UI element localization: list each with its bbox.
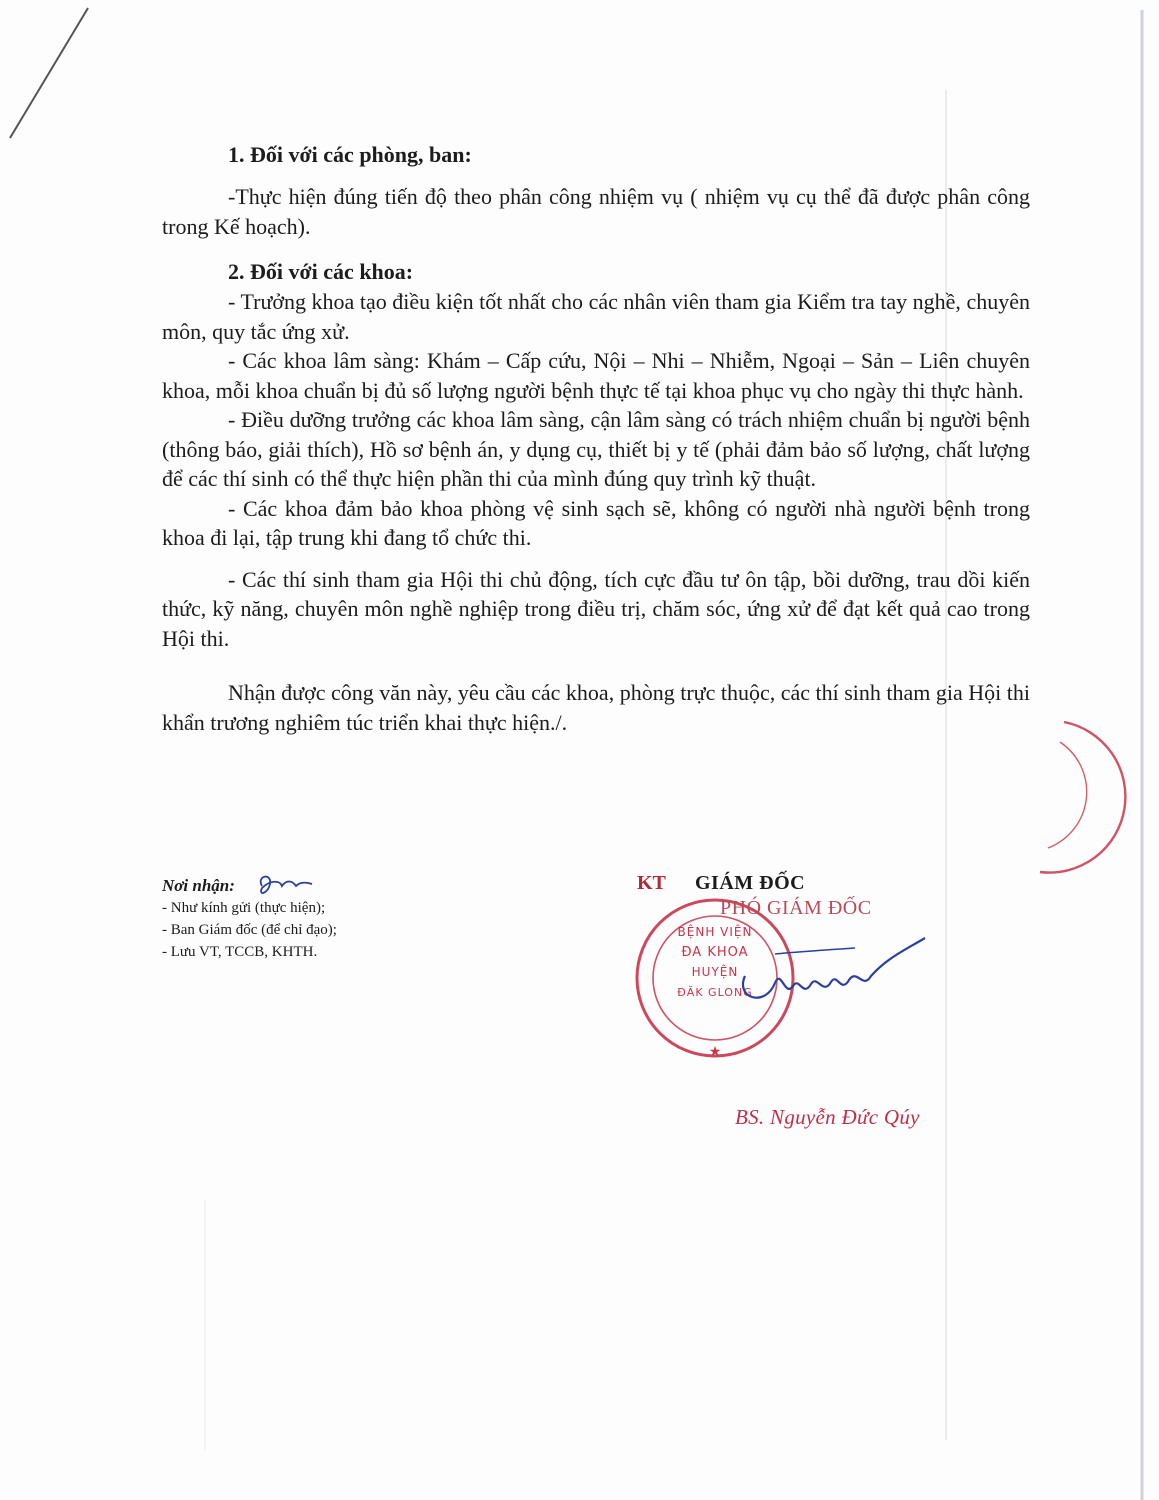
section-2-heading: 2. Đối với các khoa: xyxy=(228,259,414,284)
stamp-line-2: ĐA KHOA xyxy=(681,945,749,960)
section-2-paragraph-2: - Các khoa lâm sàng: Khám – Cấp cứu, Nội – Nhi – Nhiễm, Ngoại – Sản – Liên chuyên khoa, mỗi khoa chuẩn bị đủ số lượng người bệnh thực tế tại khoa phục vụ cho ngày thi thực hành. xyxy=(162,348,1030,403)
stamp-line-4: ĐĂK GLONG xyxy=(677,986,753,999)
document-body xyxy=(162,140,1030,737)
official-stamp xyxy=(625,858,1005,1088)
section-2-paragraph-1: - Trưởng khoa tạo điều kiện tốt nhất cho các nhân viên tham gia Kiểm tra tay nghề, chuyên môn, quy tắc ứng xử. xyxy=(162,289,1030,344)
fold-mark xyxy=(10,8,88,138)
recipients-block xyxy=(162,875,492,963)
recipient-item: - Lưu VT, TCCB, KHTH. xyxy=(162,944,318,960)
section-2-paragraph-3: - Điều dưỡng trưởng các khoa lâm sàng, cận lâm sàng có trách nhiệm chuẩn bị người bệnh (thông báo, giải thích), Hồ sơ bệnh án, y dụng cụ, thiết bị y tế (phải đảm bảo số lượng, chất lượng để các thí sinh có thể thực hiện phần thi của mình đúng quy trình kỹ thuật. xyxy=(162,407,1030,491)
closing-paragraph: Nhận được công văn này, yêu cầu các khoa, phòng trực thuộc, các thí sinh tham gia Hội thi khẩn trương nghiêm túc triển khai thực hiện./. xyxy=(162,680,1030,735)
signature-block xyxy=(625,858,1005,1088)
section-2-paragraph-4: - Các khoa đảm bảo khoa phòng vệ sinh sạch sẽ, không có người nhà người bệnh trong khoa đi lại, tập trung khi đang tổ chức thi. xyxy=(162,495,1030,550)
section-2-paragraph-5: - Các thí sinh tham gia Hội thi chủ động, tích cực đầu tư ôn tập, bồi dưỡng, trau dồi kiến thức, kỹ năng, chuyên môn nghề nghiệp trong điều trị, chăm sóc, ứng xử để đạt kết quả cao trong Hội thi. xyxy=(162,566,1030,651)
recipient-item: - Như kính gửi (thực hiện); xyxy=(162,900,326,916)
position-title: GIÁM ĐỐC xyxy=(695,872,806,894)
section-1-heading: 1. Đối với các phòng, ban: xyxy=(228,142,472,167)
section-1-paragraph-1: -Thực hiện đúng tiến độ theo phân công nhiệm vụ ( nhiệm vụ cụ thể đã được phân công trong Kế hoạch). xyxy=(162,184,1030,239)
handwritten-signature xyxy=(743,938,925,998)
stamp-star-icon: ★ xyxy=(708,1044,722,1060)
stamp-line-1: BỆNH VIỆN xyxy=(677,925,753,939)
stamp-line-3: HUYỆN xyxy=(691,965,739,979)
recipient-item: - Ban Giám đốc (để chỉ đạo); xyxy=(162,922,337,938)
kt-label: KT xyxy=(637,872,666,894)
subposition-title: PHÓ GIÁM ĐỐC xyxy=(720,897,872,919)
recipients-title: Nơi nhận: xyxy=(162,876,235,895)
signer-name: BS. Nguyễn Đức Qúy xyxy=(735,1105,920,1129)
